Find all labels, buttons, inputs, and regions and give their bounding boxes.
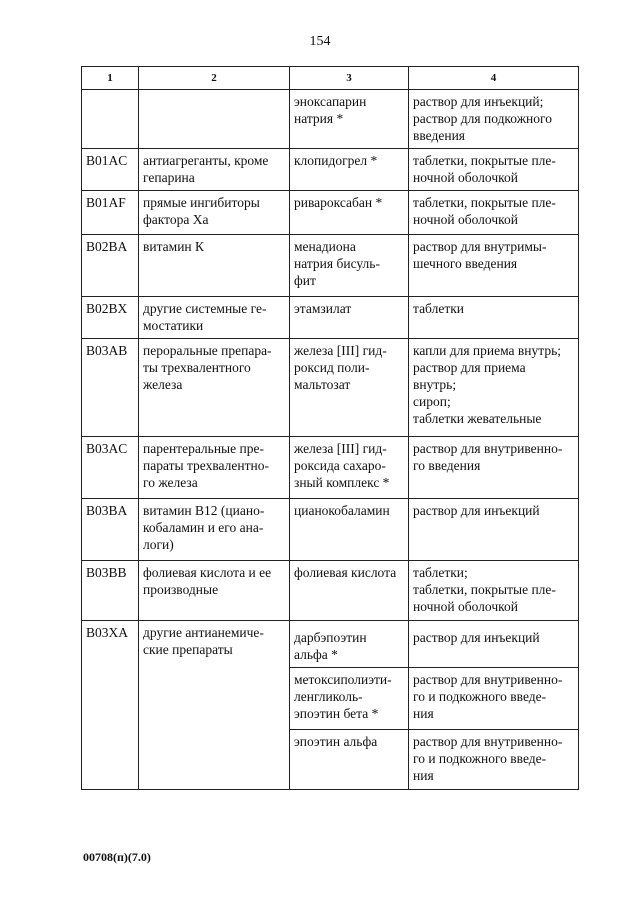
atc-code: B03BA [82, 499, 139, 561]
dosage-form: раствор для инъекций [409, 621, 579, 668]
drug-group: витамин B12 (циано- кобаламин и его ана- логи) [139, 499, 290, 561]
drug-name: фолиевая кислота [290, 561, 409, 621]
table-row [82, 499, 579, 561]
dosage-form: таблетки, покрытые пле- ночной оболочкой [409, 191, 579, 235]
atc-code: B03AB [82, 339, 139, 437]
drug-group: другие системные ге- мостатики [139, 297, 290, 339]
dosage-form: таблетки [409, 297, 579, 339]
header-col-1: 1 [82, 67, 139, 90]
drug-table [81, 66, 579, 790]
table-row [82, 191, 579, 235]
atc-code: B01AC [82, 149, 139, 191]
atc-code: B03AC [82, 437, 139, 499]
table-row [82, 149, 579, 191]
atc-code: B01AF [82, 191, 139, 235]
atc-code: B02BA [82, 235, 139, 297]
table-row [82, 621, 579, 668]
document-code: 00708(п)(7.0) [83, 850, 151, 864]
drug-name: цианокобаламин [290, 499, 409, 561]
drug-group: витамин К [139, 235, 290, 297]
dosage-form: капли для приема внутрь; раствор для приема внутрь; сироп; таблетки жевательные [409, 339, 579, 437]
dosage-form: раствор для внутривенно- го и подкожного введе- ния [409, 730, 579, 790]
drug-group: пероральные препара- ты трехвалентного железа [139, 339, 290, 437]
drug-name: железа [III] гид- роксида сахаро- зный комплекс * [290, 437, 409, 499]
dosage-form: таблетки, покрытые пле- ночной оболочкой [409, 149, 579, 191]
drug-group: парентеральные пре- параты трехвалентно- го железа [139, 437, 290, 499]
drug-group: антиагреганты, кроме гепарина [139, 149, 290, 191]
page-number: 154 [309, 34, 331, 49]
header-col-4: 4 [409, 67, 579, 90]
drug-name: менадиона натрия бисуль- фит [290, 235, 409, 297]
atc-code: B03XA [82, 621, 139, 790]
drug-name: эпоэтин альфа [290, 730, 409, 790]
drug-name: дарбэпоэтин альфа * [290, 621, 409, 668]
table-header-row [82, 67, 579, 90]
drug-group: фолиевая кислота и ее производные [139, 561, 290, 621]
drug-name: метоксиполиэти- ленгликоль- эпоэтин бета * [290, 668, 409, 730]
drug-group: другие антианемиче- ские препараты [139, 621, 290, 790]
drug-name: железа [III] гид- роксид поли- мальтозат [290, 339, 409, 437]
drug-group: прямые ингибиторы фактора Ха [139, 191, 290, 235]
dosage-form: раствор для инъекций; раствор для подкожного введения [409, 90, 579, 149]
table-row [82, 339, 579, 437]
drug-name: эноксапарин натрия * [290, 90, 409, 149]
table-row [82, 437, 579, 499]
drug-group [139, 90, 290, 149]
dosage-form: раствор для внутривенно- го и подкожного введе- ния [409, 668, 579, 730]
atc-code: B03BB [82, 561, 139, 621]
drug-name: клопидогрел * [290, 149, 409, 191]
table-row [82, 297, 579, 339]
atc-code: B02BX [82, 297, 139, 339]
table-row [82, 561, 579, 621]
drug-name: этамзилат [290, 297, 409, 339]
dosage-form: раствор для внутримы- шечного введения [409, 235, 579, 297]
table-row [82, 235, 579, 297]
dosage-form: раствор для инъекций [409, 499, 579, 561]
dosage-form: таблетки; таблетки, покрытые пле- ночной оболочкой [409, 561, 579, 621]
header-col-2: 2 [139, 67, 290, 90]
header-col-3: 3 [290, 67, 409, 90]
table-row [82, 90, 579, 149]
dosage-form: раствор для внутривенно- го введения [409, 437, 579, 499]
atc-code [82, 90, 139, 149]
drug-name: ривароксабан * [290, 191, 409, 235]
